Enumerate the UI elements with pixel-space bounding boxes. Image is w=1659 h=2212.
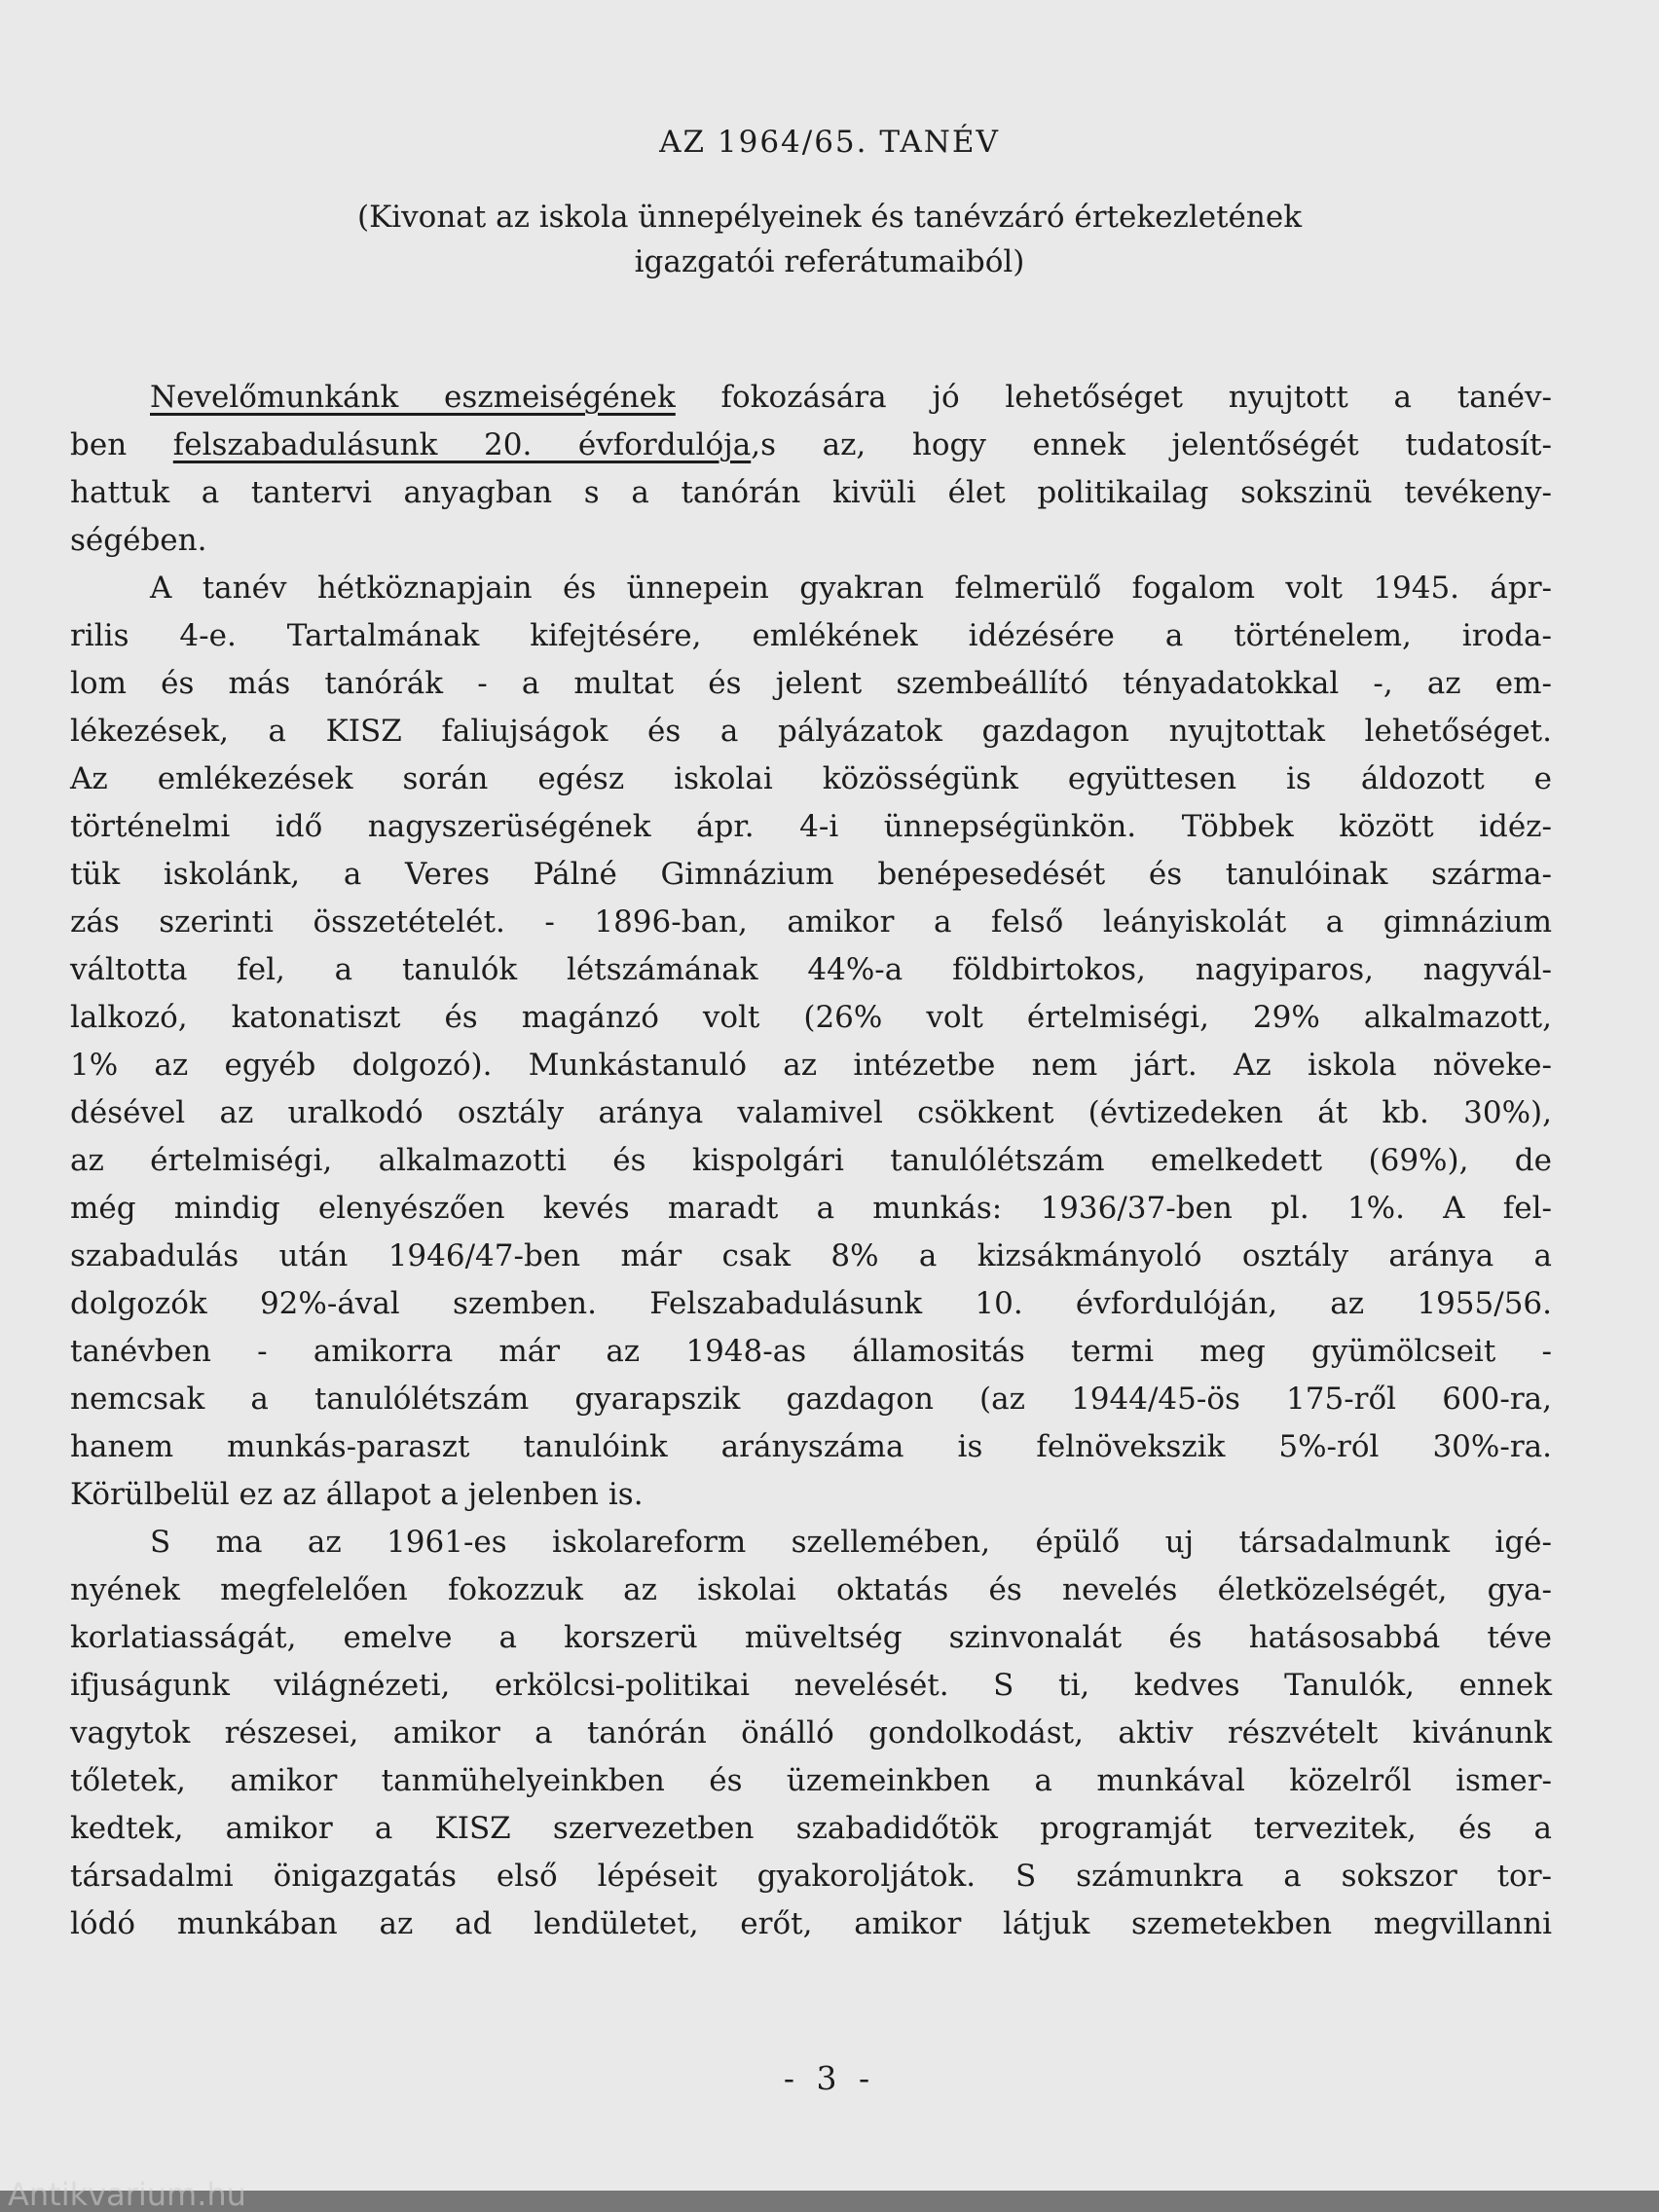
text-line: Körülbelül ez az állapot a jelenben is. [70, 1477, 644, 1512]
text-line: lalkozó, katonatiszt és magánzó volt (26% volt értelmiségi, 29% alkalmazott, [70, 1000, 1552, 1035]
text-line: dolgozók 92%-ával szemben. Felszabadulásunk 10. évfordulóján, az 1955/56. [70, 1286, 1552, 1321]
watermark: Antikvarium.hu [8, 2177, 246, 2212]
text-line: S ma az 1961-es iskolareform szellemében, épülő uj társadalmunk igé- [150, 1525, 1552, 1560]
underlined-phrase: felszabadulásunk 20. évfordulója [172, 427, 752, 462]
text-line: nyének megfelelően fokozzuk az iskolai oktatás és nevelés életközelségét, gya- [70, 1572, 1552, 1607]
text-line: hanem munkás-paraszt tanulóink arányszáma is felnövekszik 5%-ról 30%-ra. [70, 1429, 1552, 1464]
text-line [70, 374, 1552, 422]
text-line: ségében. [70, 523, 207, 558]
text-line [70, 422, 1552, 469]
text-line: lódó munkában az ad lendületet, erőt, amikor látjuk szemetekben megvillanni [70, 1906, 1552, 1941]
text-line: 1% az egyéb dolgozó). Munkástanuló az intézetbe nem járt. Az iskola növeke- [70, 1048, 1552, 1083]
text-line: nemcsak a tanulólétszám gyarapszik gazdagon (az 1944/45-ös 175-ről 600-ra, [70, 1382, 1552, 1417]
text-line: társadalmi önigazgatás első lépéseit gyakoroljátok. S számunkra a sokszor tor- [70, 1859, 1552, 1894]
text-line: korlatiasságát, emelve a korszerü müveltség szinvonalát és hatásosabbá téve [70, 1620, 1552, 1655]
subtitle-line: igazgatói referátumaiból) [634, 244, 1025, 279]
text-line: hattuk a tantervi anyagban s a tanórán kivüli élet politikailag sokszinü tevékeny- [70, 475, 1552, 510]
text-line: A tanév hétköznapjain és ünnepein gyakran felmerülő fogalom volt 1945. ápr- [150, 571, 1552, 606]
text-span: ,s az, hogy ennek jelentőségét tudatosít- [751, 427, 1552, 462]
text-line: tanévben - amikorra már az 1948-as államositás termi meg gyümölcseit - [70, 1334, 1552, 1369]
text-line: tük iskolánk, a Veres Pálné Gimnázium benépesedését és tanulóinak szárma- [70, 857, 1552, 892]
text-line: szabadulás után 1946/47-ben már csak 8% a kizsákmányoló osztály aránya a [70, 1238, 1552, 1273]
text-line: lékezések, a KISZ faliujságok és a pályázatok gazdagon nyujtottak lehetőséget. [70, 714, 1552, 749]
text-line: még mindig elenyészően kevés maradt a munkás: 1936/37-ben pl. 1%. A fel- [70, 1191, 1552, 1226]
underlined-phrase: Nevelőmunkánk eszmeiségének [150, 380, 676, 415]
text-line: az értelmiségi, alkalmazotti és kispolgári tanulólétszám emelkedett (69%), de [70, 1143, 1552, 1178]
text-line: désével az uralkodó osztály aránya valamivel csökkent (évtizedeken át kb. 30%), [70, 1095, 1552, 1130]
text-line: történelmi idő nagyszerüségének ápr. 4-i ünnepségünkön. Többek között idéz- [70, 809, 1552, 844]
text-line: kedtek, amikor a KISZ szervezetben szabadidőtök programját tervezitek, és a [70, 1811, 1552, 1846]
subtitle-line: (Kivonat az iskola ünnepélyeinek és tanévzáró értekezletének [357, 200, 1302, 235]
text-line: Az emlékezések során egész iskolai közösségünk együttesen is áldozott e [70, 761, 1552, 796]
document-subtitle [0, 195, 1659, 284]
document-title: AZ 1964/65. TANÉV [659, 125, 1000, 160]
text-line: tőletek, amikor tanmühelyeinkben és üzemeinkben a munkával közelről ismer- [70, 1763, 1552, 1798]
text-span: fokozására jó lehetőséget nyujtott a tanév- [675, 380, 1552, 415]
text-line: zás szerinti összetételét. - 1896-ban, amikor a felső leányiskolát a gimnázium [70, 904, 1552, 940]
text-line: váltotta fel, a tanulók létszámának 44%-a földbirtokos, nagyiparos, nagyvál- [70, 952, 1552, 987]
page-number: - 3 - [783, 2059, 876, 2097]
text-line: rilis 4-e. Tartalmának kifejtésére, emlékének idézésére a történelem, iroda- [70, 618, 1552, 653]
text-line: ifjuságunk világnézeti, erkölcsi-politikai nevelését. S ti, kedves Tanulók, ennek [70, 1668, 1552, 1703]
text-line: vagytok részesei, amikor a tanórán önálló gondolkodást, aktiv részvételt kivánunk [70, 1715, 1552, 1751]
text-line: lom és más tanórák - a multat és jelent szembeállító tényadatokkal -, az em- [70, 666, 1552, 701]
text-span: ben [70, 427, 173, 462]
document-body [70, 374, 1552, 1948]
